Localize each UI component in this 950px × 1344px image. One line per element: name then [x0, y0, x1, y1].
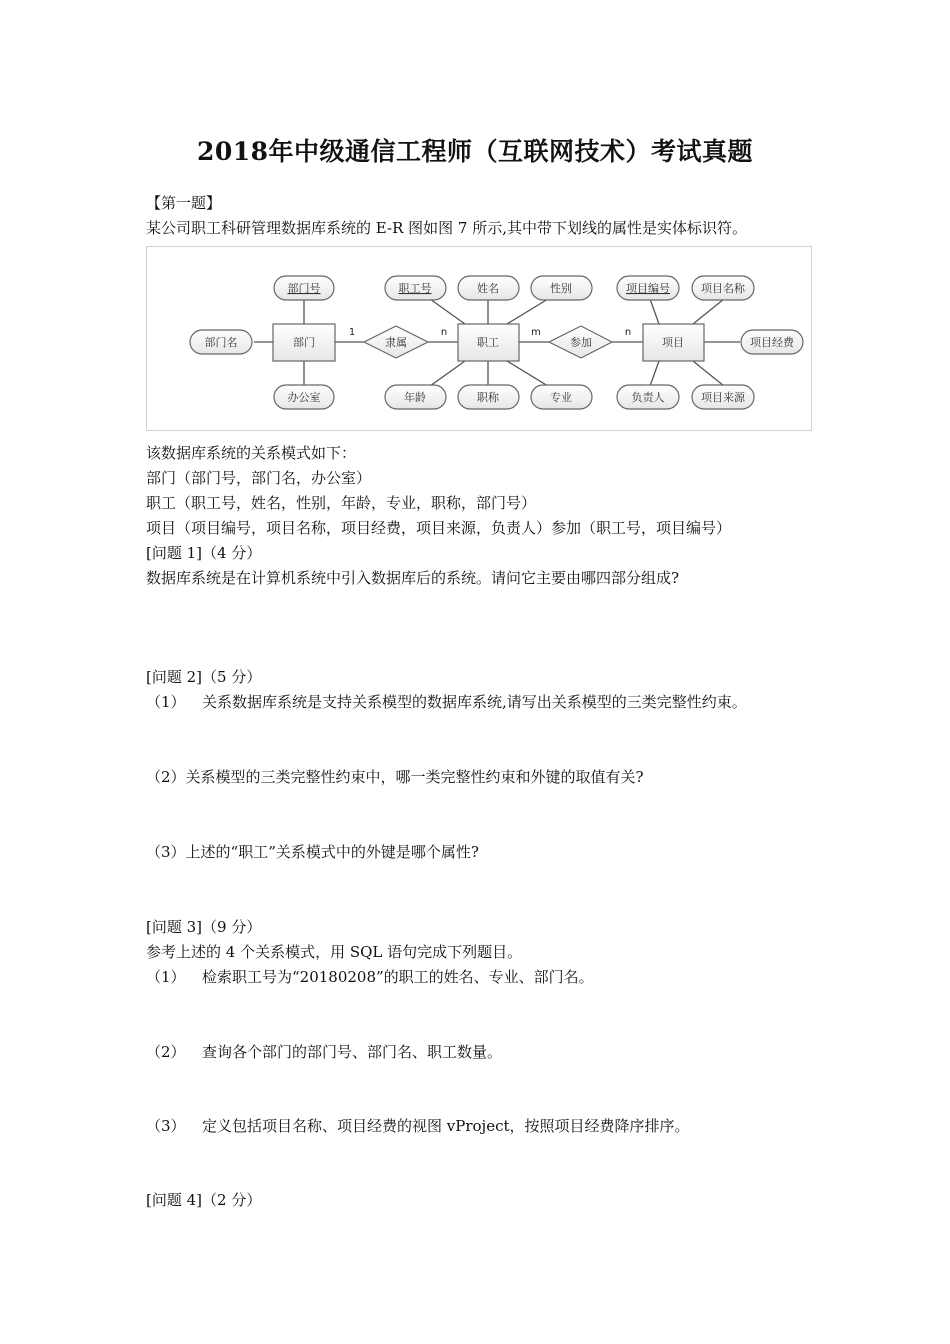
q2-item-3-num: （3）: [146, 843, 186, 861]
attr-name: 姓名: [477, 282, 499, 295]
q3-item-3: [146, 1115, 690, 1136]
cardinality-n-left: n: [440, 327, 448, 338]
q2-item-3-text: 上述的“职工”关系模式中的外键是哪个属性?: [185, 843, 479, 861]
q2-item-2-text: 关系模型的三类完整性约束中，哪一类完整性约束和外键的取值有关?: [185, 768, 644, 786]
attr-major: 专业: [550, 391, 572, 404]
attr-office: 办公室: [287, 391, 321, 404]
er-diagram: [146, 246, 812, 431]
attr-dept-name: 部门名: [204, 336, 238, 349]
q3-header: [问题 3]（9 分）: [146, 918, 262, 936]
q4-header: [问题 4]（2 分）: [146, 1191, 262, 1209]
q2-item-3: [146, 841, 479, 862]
rel-participate: 参加: [570, 336, 592, 349]
attr-proj-source: 项目来源: [701, 391, 745, 404]
attr-proj-no: 项目编号: [626, 282, 670, 295]
attr-dept-no: 部门号: [287, 282, 321, 295]
document-title: 2018年中级通信工程师（互联网技术）考试真题: [196, 137, 754, 166]
attr-age: 年龄: [404, 391, 426, 404]
q2-item-2: [146, 766, 644, 787]
attr-proj-name: 项目名称: [701, 282, 745, 295]
intro-text: 某公司职工科研管理数据库系统的 E-R 图如图 7 所示,其中带下划线的属性是实体标识符。: [146, 219, 747, 237]
q1-text: 数据库系统是在计算机系统中引入数据库后的系统。请问它主要由哪四部分组成?: [146, 569, 680, 587]
schema-employee: 职工（职工号，姓名，性别，年龄，专业，职称，部门号）: [146, 494, 537, 512]
entity-dept: 部门: [293, 336, 315, 349]
attr-title: 职称: [477, 391, 499, 404]
attr-gender: 性别: [550, 282, 572, 295]
q3-item-1-text: 检索职工号为“20180208”的职工的姓名、专业、部门名。: [202, 968, 594, 986]
q3-item-2: [146, 1041, 502, 1062]
attr-emp-no: 职工号: [398, 282, 432, 295]
schema-dept: 部门（部门号，部门名，办公室）: [146, 469, 372, 487]
attr-leader: 负责人: [631, 391, 665, 404]
entity-employee: 职工: [477, 336, 499, 349]
q3-item-2-num: （2）: [146, 1043, 186, 1061]
er-diagram-svg: [147, 247, 811, 430]
schema-project: 项目（项目编号，项目名称，项目经费，项目来源，负责人）参加（职工号，项目编号）: [146, 519, 732, 537]
q2-header: [问题 2]（5 分）: [146, 668, 262, 686]
entity-project: 项目: [662, 336, 684, 349]
cardinality-1: 1: [348, 327, 356, 338]
section-heading: 【第一题】: [146, 194, 222, 212]
q2-item-1-num: （1）: [146, 693, 186, 711]
q1-header: [问题 1]（4 分）: [146, 544, 262, 562]
q3-intro: 参考上述的 4 个关系模式，用 SQL 语句完成下列题目。: [146, 943, 523, 961]
q2-item-1: [146, 691, 747, 712]
q3-item-3-num: （3）: [146, 1117, 186, 1135]
rel-belongs: 隶属: [385, 336, 407, 349]
cardinality-n-right: n: [624, 327, 632, 338]
cardinality-m: m: [531, 327, 541, 338]
q2-item-2-num: （2）: [146, 768, 186, 786]
q3-item-1-num: （1）: [146, 968, 186, 986]
q3-item-3-text: 定义包括项目名称、项目经费的视图 vProject，按照项目经费降序排序。: [202, 1117, 690, 1135]
q3-item-2-text: 查询各个部门的部门号、部门名、职工数量。: [202, 1043, 503, 1061]
schema-intro: 该数据库系统的关系模式如下：: [146, 444, 357, 462]
q3-item-1: [146, 966, 594, 987]
q2-item-1-text: 关系数据库系统是支持关系模型的数据库系统,请写出关系模型的三类完整性约束。: [202, 693, 747, 711]
attr-proj-fund: 项目经费: [750, 336, 794, 349]
